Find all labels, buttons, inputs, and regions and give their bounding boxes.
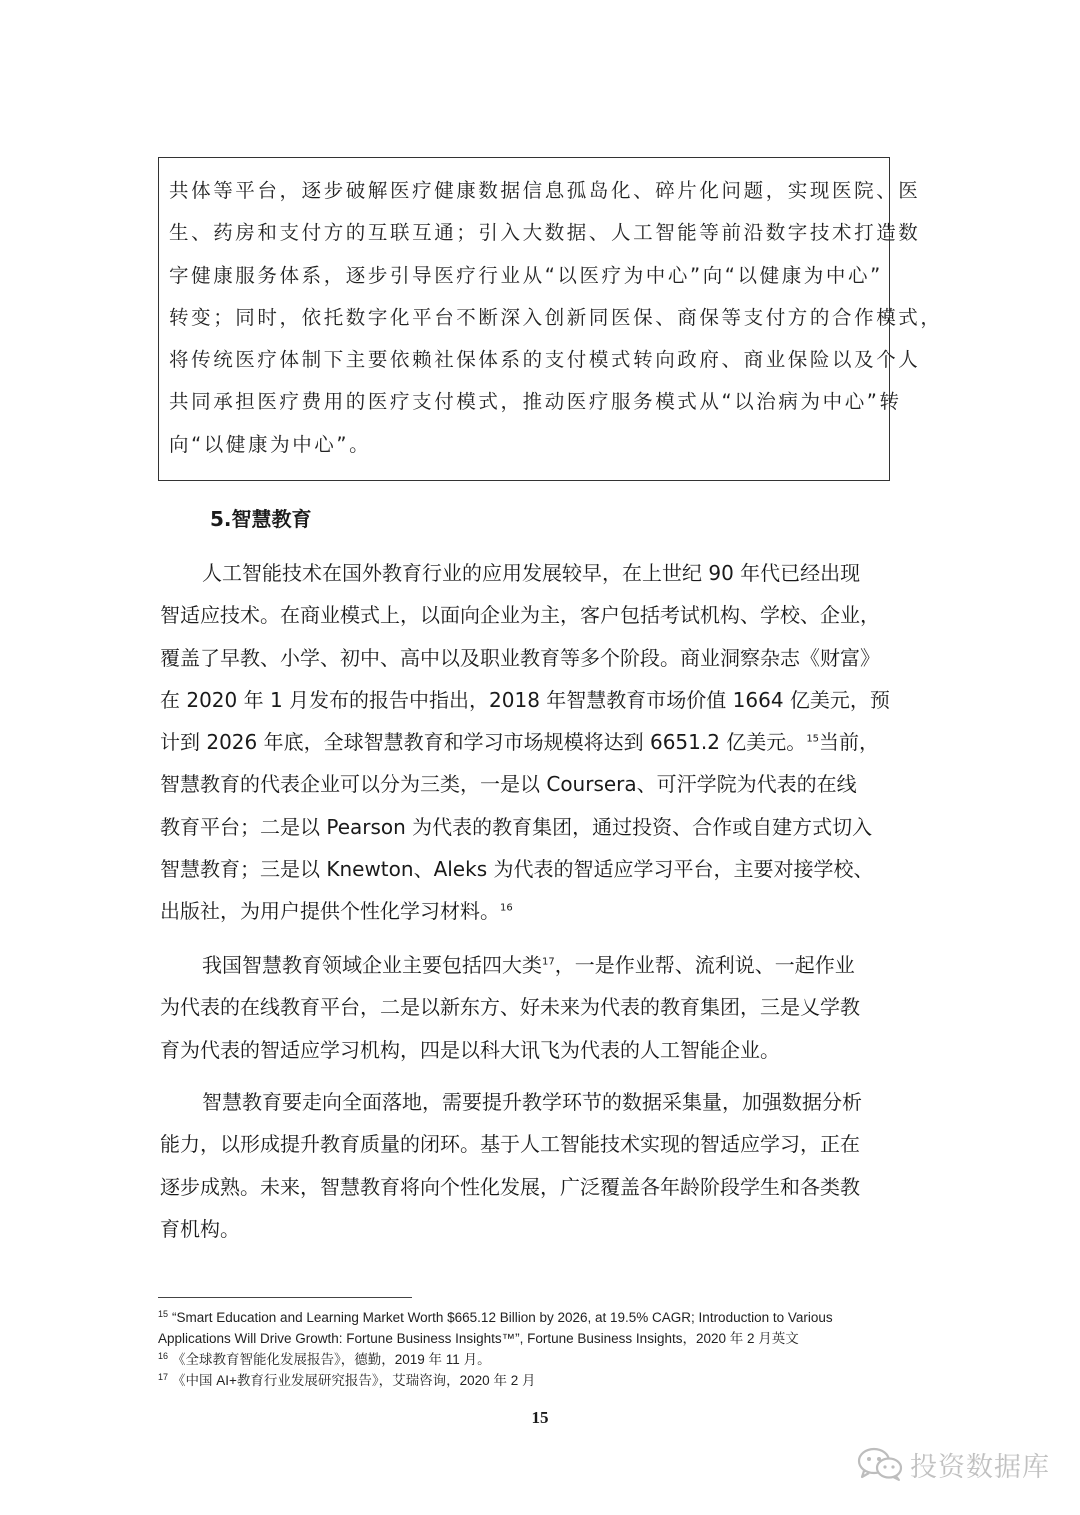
footnote-16: [158, 1349, 898, 1370]
box-line: 字健康服务体系，逐步引导医疗行业从“以医疗为中心”向“以健康为中心”: [169, 263, 883, 287]
paragraph-line: 育为代表的智适应学习机构，四是以科大讯飞为代表的人工智能企业。: [160, 1037, 780, 1062]
footnote-number: 15: [158, 1308, 169, 1319]
paragraph-line: 智慧教育；三是以 Knewton、Aleks 为代表的智适应学习平台，主要对接学校、: [160, 857, 874, 882]
footnote-number: 17: [158, 1371, 169, 1382]
paragraph-3: [160, 1081, 892, 1250]
box-line: 生、药房和支付方的互联互通；引入大数据、人工智能等前沿数字技术打造数: [169, 221, 921, 245]
paragraph-text: ，一是作业帮、流利说、一起作业: [554, 953, 855, 977]
watermark: [856, 1444, 1050, 1484]
paragraph-2: [160, 944, 892, 1071]
paragraph-line: [160, 890, 892, 932]
paragraph-line: 教育平台；二是以 Pearson 为代表的教育集团，通过投资、合作或自建方式切入: [160, 814, 873, 839]
footnote-17: [158, 1370, 898, 1391]
footnote-15: [158, 1307, 898, 1328]
footnote-reference[interactable]: 17: [542, 956, 555, 968]
paragraph-line: 人工智能技术在国外教育行业的应用发展较早，在上世纪 90 年代已经出现: [202, 561, 861, 585]
section-heading: 5.智慧教育: [210, 507, 312, 531]
paragraph-line: 为代表的在线教育平台，二是以新东方、好未来为代表的教育集团，三是乂学教: [160, 995, 860, 1020]
box-line: 转变；同时，依托数字化平台不断深入创新同医保、商保等支付方的合作模式，: [169, 305, 943, 329]
footnote-text: “Smart Education and Learning Market Worth $665.12 Billion by 2026, at 19.5% CAGR; Introduction to Various: [172, 1310, 833, 1325]
paragraph-line: 能力，以形成提升教育质量的闭环。基于人工智能技术实现的智适应学习，正在: [160, 1132, 860, 1157]
quoted-text-box: [158, 157, 943, 481]
paragraph-line: 逐步成熟。未来，智慧教育将向个性化发展，广泛覆盖各年龄阶段学生和各类教: [160, 1174, 860, 1199]
paragraph-line: 智慧教育的代表企业可以分为三类，一是以 Coursera、可汗学院为代表的在线: [160, 772, 857, 797]
box-line: 向“以健康为中心”。: [169, 432, 372, 456]
footnote-reference[interactable]: 15: [806, 733, 820, 745]
footnotes: [158, 1307, 898, 1391]
paragraph-text: 当前，: [819, 730, 880, 755]
paragraph-line: 智慧教育要走向全面落地，需要提升教学环节的数据采集量，加强数据分析: [202, 1090, 862, 1114]
paragraph-line: [160, 721, 892, 763]
footnote-text: 《中国 AI+教育行业发展研究报告》，艾瑞咨询，2020 年 2 月: [172, 1373, 536, 1388]
footnote-reference[interactable]: 16: [500, 902, 513, 914]
paragraph-1: [160, 552, 892, 933]
paragraph-line: 智适应技术。在商业模式上，以面向企业为主，客户包括考试机构、学校、企业，: [160, 603, 880, 628]
footnote-number: 16: [158, 1350, 169, 1361]
paragraph-line: [160, 944, 892, 986]
paragraph-line: 覆盖了早教、小学、初中、高中以及职业教育等多个阶段。商业洞察杂志《财富》: [160, 645, 880, 670]
wechat-icon: [856, 1446, 904, 1482]
box-line: 共体等平台，逐步破解医疗健康数据信息孤岛化、碎片化问题，实现医院、医: [169, 179, 921, 202]
paragraph-line: 育机构。: [160, 1216, 240, 1241]
footnote-15-continued: Applications Will Drive Growth: Fortune Business Insights™”, Fortune Business Insights，2020 年 2 月英文: [158, 1331, 799, 1346]
paragraph-text: 计到 2026 年底，全球智慧教育和学习市场规模将达到 6651.2 亿美元。: [160, 730, 807, 755]
footnote-divider: [158, 1297, 412, 1298]
box-line: 共同承担医疗费用的医疗支付模式，推动医疗服务模式从“以治病为中心”转: [169, 390, 902, 414]
footnote-text: 《全球教育智能化发展报告》，德勤，2019 年 11 月。: [172, 1352, 491, 1367]
paragraph-text: 我国智慧教育领域企业主要包括四大类: [202, 953, 542, 977]
watermark-text: 投资数据库: [910, 1451, 1050, 1483]
paragraph-line: 在 2020 年 1 月发布的报告中指出，2018 年智慧教育市场价值 1664 亿美元，预: [160, 687, 890, 712]
page-number: 15: [531, 1408, 549, 1427]
box-line: 将传统医疗体制下主要依赖社保体系的支付模式转向政府、商业保险以及个人: [169, 348, 921, 372]
paragraph-text: 出版社，为用户提供个性化学习材料。: [160, 899, 500, 924]
